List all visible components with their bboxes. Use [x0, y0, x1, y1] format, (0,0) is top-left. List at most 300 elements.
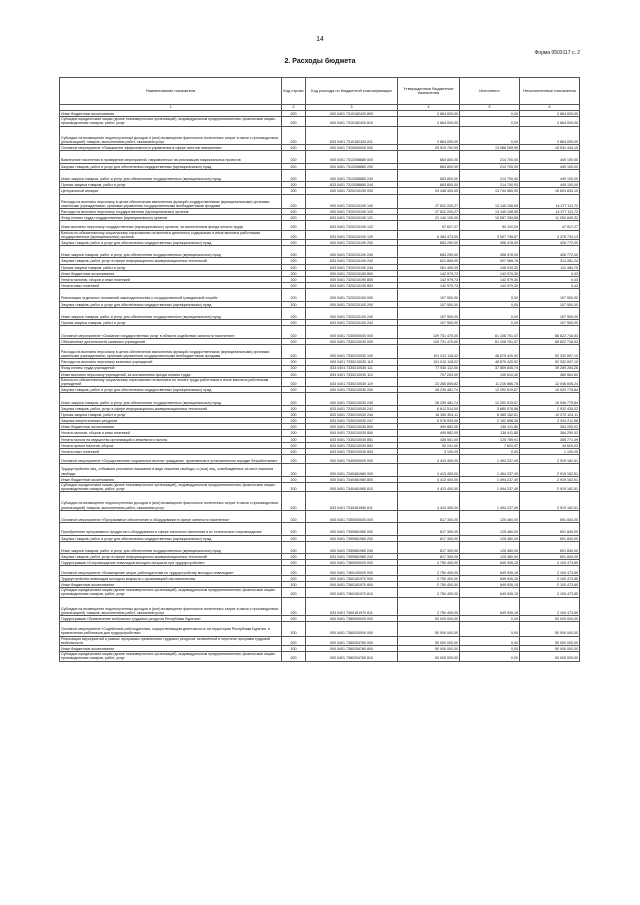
row-name: Расходы на выплаты персоналу в целях обеспечения выполнения функций государственными (муниципальными) органами, казенными учреждениями, органами управления государственными внебюджетными фондами	[60, 344, 282, 358]
row-executed: 1 494 237,49	[460, 455, 520, 464]
row-unexecuted: 107 500,00	[520, 320, 580, 326]
row-classification-code: 833 0401 7320210190 853	[306, 283, 398, 289]
row-classification-code: 000 0401 7310182420 800	[306, 111, 398, 117]
row-name: Основное мероприятие «Повышение эффективности управления в сфере агентов назначения»	[60, 145, 282, 151]
row-executed: 125 460,00	[460, 510, 520, 522]
table-row	[60, 622, 580, 636]
row-classification-code: 000 0401 7320210190 200	[306, 239, 398, 245]
row-line-code: 200	[282, 326, 306, 338]
row-name: Взносы по обязательному социальному страхованию на выплаты по оплате труда работников и иные выплаты работникам учреждений	[60, 377, 282, 386]
row-executed: 7 620,97	[460, 442, 520, 448]
row-name: Субсидии юридическим лицам (кроме некоммерческих организаций), индивидуальным предпринимателям, физическим лицам - производителям товаров, работ, услуг	[60, 482, 282, 491]
row-classification-code: 000 0401 7340481980 000	[306, 464, 398, 476]
row-approved: 23 285 805,82	[398, 377, 460, 386]
row-executed: 3 680 078,88	[460, 405, 520, 411]
row-classification-code: 000 0401 7380254760 000	[306, 636, 398, 645]
row-classification-code: 000 0401 7320210190 850	[306, 276, 398, 282]
row-unexecuted: 2 664 000,00	[520, 126, 580, 145]
table-row	[60, 492, 580, 511]
row-classification-code: 833 0401 7320210190 242	[306, 258, 398, 264]
row-executed: 142 979,30	[460, 283, 520, 289]
row-classification-code: 833 0401 7320210190 122	[306, 221, 398, 230]
row-unexecuted: 449 100,00	[520, 182, 580, 188]
row-line-code: 200	[282, 246, 306, 258]
row-name: Закупка товаров, работ и услуг для обеспечения государственных (муниципальных) нужд	[60, 163, 282, 169]
row-line-code: 200	[282, 338, 306, 344]
row-classification-code: 000 0401 7360181970 000	[306, 575, 398, 581]
row-unexecuted: 691 840,00	[520, 535, 580, 541]
row-line-code: 200	[282, 188, 306, 194]
row-classification-code: 000 0401 7320000000 000	[306, 145, 398, 151]
row-approved: 107 500,00	[398, 301, 460, 307]
row-approved: 107 500,00	[398, 289, 460, 301]
row-name: Реализация мероприятий в рамках программы привлечения трудовых ресурсов, включённой в перечень программ трудовой мобильности	[60, 636, 282, 645]
row-line-code: 200	[282, 221, 306, 230]
row-classification-code: 000 0401 7330210030 000	[306, 338, 398, 344]
row-classification-code: 000 0401 7320220100 000	[306, 289, 398, 301]
row-classification-code: 000 0401 7380254760 810	[306, 652, 398, 661]
row-name: Иные бюджетные ассигнования	[60, 270, 282, 276]
row-line-code: 200	[282, 239, 306, 245]
row-approved: 663 800,00	[398, 182, 460, 188]
row-name: Субсидии на возмещение недополученных доходов и (или) возмещение фактически понесенных затрат в связи с производством (реализацией) товаров, выполнением работ, оказанием услуг	[60, 597, 282, 616]
row-line-code: 200	[282, 510, 306, 522]
row-unexecuted: 0,43	[520, 283, 580, 289]
row-classification-code: 833 0401 7330210030 852	[306, 442, 398, 448]
column-index: 5	[460, 105, 520, 111]
row-name: Иные выплаты персоналу учреждений, за исключением фонда оплаты труда	[60, 371, 282, 377]
row-unexecuted: 2 664 000,00	[520, 111, 580, 117]
row-unexecuted: 426 772,00	[520, 246, 580, 258]
row-classification-code: 833 0401 7320220100 244	[306, 320, 398, 326]
table-row	[60, 126, 580, 145]
row-name: Подпрограмма «Сопровождение инвалидов молодого возраста при трудоустройстве»	[60, 560, 282, 566]
page-number: 14	[316, 36, 324, 43]
row-executed: 0,00	[460, 622, 520, 636]
table-row	[60, 221, 580, 230]
row-approved: 3 100,00	[398, 448, 460, 454]
row-line-code: 200	[282, 365, 306, 371]
row-executed: 214 700,00	[460, 163, 520, 169]
row-classification-code: 833 0401 7330210030 247	[306, 418, 398, 424]
row-line-code: 200	[282, 387, 306, 393]
table-row	[60, 523, 580, 535]
row-executed: 0,00	[460, 616, 520, 622]
row-classification-code: 000 0401 7320210190 240	[306, 246, 398, 258]
row-line-code: 200	[282, 215, 306, 221]
row-name: Прочая закупка товаров, работ и услуг	[60, 320, 282, 326]
row-approved: 2 664 000,00	[398, 117, 460, 126]
table-row	[60, 510, 580, 522]
row-classification-code: 833 0401 7312058880 244	[306, 182, 398, 188]
header-line-code: Код строки	[282, 78, 306, 105]
row-unexecuted: 107 500,00	[520, 301, 580, 307]
row-unexecuted: 691 840,00	[520, 541, 580, 553]
row-name: Субсидии юридическим лицам (кроме некоммерческих организаций), индивидуальным предпринимателям, физическим лицам - производителям товаров, работ, услуг	[60, 588, 282, 597]
row-name: Субсидии юридическим лицам (кроме некоммерческих организаций), индивидуальным предпринимателям, физическим лицам - производителям товаров, работ, услуг	[60, 117, 282, 126]
row-line-code: 200	[282, 182, 306, 188]
row-line-code: 200	[282, 258, 306, 264]
row-approved: 436 561,00	[398, 436, 460, 442]
row-executed: 10 087 259,68	[460, 215, 520, 221]
row-unexecuted: 107 500,00	[520, 307, 580, 319]
row-unexecuted: 426 772,00	[520, 239, 580, 245]
row-unexecuted: 11 052 840,32	[520, 215, 580, 221]
row-line-code: 200	[282, 424, 306, 430]
row-name: Субсидии на возмещение недополученных доходов и (или) возмещение фактически понесенных затрат в связи с производством (реализацией) товаров, выполнением работ, оказанием услуг	[60, 126, 282, 145]
row-name: Закупка товаров, работ и услуг для обеспечения государственных (муниципальных) нужд	[60, 387, 282, 393]
table-row	[60, 482, 580, 491]
row-line-code: 200	[282, 448, 306, 454]
row-executed: 1 494 237,49	[460, 476, 520, 482]
row-line-code: 200	[282, 411, 306, 417]
row-classification-code: 000 0401 7330000000 000	[306, 326, 398, 338]
row-unexecuted: 691 840,00	[520, 523, 580, 535]
row-approved: 50 000 000,00	[398, 622, 460, 636]
row-classification-code: 000 0401 7380200000 000	[306, 622, 398, 636]
row-unexecuted: 2 100 473,85	[520, 581, 580, 587]
column-index: 3	[306, 105, 398, 111]
row-name: Иные закупки товаров, работ и услуг для обеспечения государственных (муниципальных) нужд	[60, 307, 282, 319]
row-executed: 0,00	[460, 320, 520, 326]
row-unexecuted: 449 100,00	[520, 151, 580, 163]
row-line-code: 200	[282, 393, 306, 405]
row-name: Закупка товаров, работ и услуг для обеспечения государственных (муниципальных) нужд	[60, 301, 282, 307]
row-executed: 13 145 108,55	[460, 208, 520, 214]
row-unexecuted: 1 100,00	[520, 448, 580, 454]
row-unexecuted: 50 000 000,00	[520, 646, 580, 652]
row-name: Подпрограмма «Привлечение мобильных трудовых ресурсов Республики Бурятия»	[60, 616, 282, 622]
row-line-code: 200	[282, 377, 306, 386]
row-classification-code: 000 0401 7312058880 200	[306, 163, 398, 169]
row-executed: 48 679 420,92	[460, 344, 520, 358]
row-executed: 214 700,00	[460, 169, 520, 181]
row-classification-code: 000 0401 7360181970 810	[306, 588, 398, 597]
row-line-code: 200	[282, 163, 306, 169]
row-executed: 1 494 237,49	[460, 464, 520, 476]
table-row	[60, 326, 580, 338]
table-row	[60, 588, 580, 597]
row-executed: 649 926,15	[460, 597, 520, 616]
table-row	[60, 289, 580, 301]
row-classification-code: 000 0401 7330210030 800	[306, 424, 398, 430]
row-unexecuted: 2 100 473,85	[520, 575, 580, 581]
row-name: Иные закупки товаров, работ и услуг для обеспечения государственных (муниципальных) нужд	[60, 541, 282, 553]
row-line-code: 200	[282, 307, 306, 319]
row-classification-code: 000 0401 7350581980 240	[306, 541, 398, 553]
row-name: Закупка товаров, работ, услуг в сфере информационно-коммуникационных технологий	[60, 405, 282, 411]
row-name: Закупка товаров, работ, услуг в сфере информационно-коммуникационных технологий	[60, 258, 282, 264]
row-unexecuted: 10 070 124,11	[520, 411, 580, 417]
row-line-code: 200	[282, 320, 306, 326]
expenses-table	[59, 77, 580, 662]
row-unexecuted: 15 603 834,10	[520, 188, 580, 194]
row-executed: 649 926,15	[460, 588, 520, 597]
row-approved: 261 400,00	[398, 264, 460, 270]
row-executed: 136 411,85	[460, 424, 520, 430]
row-unexecuted: 2 919 162,51	[520, 464, 580, 476]
row-unexecuted: 2 100 473,85	[520, 597, 580, 616]
row-unexecuted: 68 622 718,53	[520, 338, 580, 344]
row-line-code: 200	[282, 359, 306, 365]
column-index: 4	[398, 105, 460, 111]
row-approved: 2 750 400,00	[398, 581, 460, 587]
row-approved: 4 413 400,00	[398, 455, 460, 464]
row-executed: 50 110,00	[460, 221, 520, 230]
row-approved: 683 250,00	[398, 239, 460, 245]
row-executed: 6 480 182,61	[460, 411, 520, 417]
row-name: Основное мероприятие «Программное обеспечение и оборудование в сфере занятости населения»	[60, 510, 282, 522]
row-name: Основное мероприятие «Осуществление социальных выплат гражданам, признанным в установленном порядке безработными»	[60, 455, 282, 464]
row-line-code: 200	[282, 652, 306, 661]
row-approved: 663 800,00	[398, 169, 460, 181]
row-name: Уплата налогов, сборов и иных платежей	[60, 430, 282, 436]
row-executed: 13 744 565,90	[460, 188, 520, 194]
row-name: Иные выплаты персоналу государственных (муниципальных) органов, за исключением фонда оплаты труда	[60, 221, 282, 230]
table-row	[60, 455, 580, 464]
row-classification-code: 833 0401 7360181970 811	[306, 597, 398, 616]
row-executed: 48 679 420,92	[460, 359, 520, 365]
row-classification-code: 000 0401 7360181970 800	[306, 581, 398, 587]
row-unexecuted: 50 000 000,00	[520, 636, 580, 645]
row-line-code: 200	[282, 492, 306, 511]
row-unexecuted: 2 919 162,51	[520, 476, 580, 482]
row-classification-code: 000 0401 7330210030 100	[306, 344, 398, 358]
row-classification-code: 000 0401 7360100000 000	[306, 566, 398, 575]
row-executed: 12 292 915,67	[460, 387, 520, 393]
table-row	[60, 464, 580, 476]
row-line-code: 200	[282, 535, 306, 541]
row-classification-code: 000 0401 7380000000 000	[306, 616, 398, 622]
row-unexecuted: 364 250,02	[520, 430, 580, 436]
row-executed: 0,00	[460, 126, 520, 145]
table-row	[60, 541, 580, 553]
row-name: Иные бюджетные ассигнования	[60, 476, 282, 482]
row-unexecuted: 2 919 162,51	[520, 455, 580, 464]
header-classification-code: Код расхода по бюджетной классификации	[306, 78, 398, 105]
row-line-code: 200	[282, 588, 306, 597]
row-classification-code: 000 0401 7340000000 000	[306, 455, 398, 464]
row-name: Иные бюджетные ассигнования	[60, 581, 282, 587]
table-row	[60, 377, 580, 386]
row-line-code: 200	[282, 616, 306, 622]
row-unexecuted: 52 332 697,10	[520, 344, 580, 358]
row-unexecuted: 14 477 111,72	[520, 208, 580, 214]
row-approved: 142 979,73	[398, 270, 460, 276]
table-header-row	[60, 78, 580, 105]
row-classification-code: 833 0401 7330210030 119	[306, 377, 398, 386]
row-line-code: 200	[282, 169, 306, 181]
row-name: Приобретение программных продуктов и оборудования в сфере занятости населения и их техническое сопровождение	[60, 523, 282, 535]
row-name: Иные закупки товаров, работ и услуг для обеспечения государственных (муниципальных) нужд	[60, 246, 282, 258]
header-approved: Утвержденные бюджетные назначения	[398, 78, 460, 105]
row-executed: 649 926,15	[460, 575, 520, 581]
row-classification-code: 000 0401 7320220100 200	[306, 301, 398, 307]
row-classification-code: 000 0401 7340481980 810	[306, 482, 398, 491]
row-name: Уплата иных платежей	[60, 283, 282, 289]
row-line-code: 200	[282, 344, 306, 358]
row-executed: 61 108 751,47	[460, 338, 520, 344]
column-index: 2	[282, 105, 306, 111]
row-line-code: 200	[282, 636, 306, 645]
row-unexecuted: 52 332 697,10	[520, 359, 580, 365]
row-classification-code: 000 0401 7330210030 200	[306, 387, 398, 393]
row-name: Трудоустройство лиц, отбывших уголовное наказание в виде лишения свободы, и (или) лиц, освобождённых из мест лишения свободы	[60, 464, 282, 476]
row-classification-code: 833 0401 7350581980 242	[306, 554, 398, 560]
row-classification-code: 833 0401 7320210190 244	[306, 264, 398, 270]
row-classification-code: 000 0401 7350000000 000	[306, 510, 398, 522]
row-executed: 456 478,00	[460, 246, 520, 258]
row-approved: 29 919 700,50	[398, 145, 460, 151]
row-approved: 683 250,00	[398, 246, 460, 258]
row-classification-code: 000 0401 7320210190 120	[306, 208, 398, 214]
row-unexecuted: 2 664 000,00	[520, 117, 580, 126]
row-name: Субсидии на возмещение недополученных доходов и (или) возмещение фактически понесенных затрат в связи с производством (реализацией) товаров, выполнением работ, оказанием услуг	[60, 492, 282, 511]
row-approved: 27 622 200,27	[398, 208, 460, 214]
row-classification-code: 000 0401 7330210030 240	[306, 393, 398, 405]
row-executed: 148 915,30	[460, 264, 520, 270]
row-name: Основное мероприятие «Содействие работодателям, осуществляющим деятельность на территории Республики Бурятия, в привлечении работников для трудоустройства»	[60, 622, 282, 636]
row-classification-code: 000 0401 7340481980 800	[306, 476, 398, 482]
row-executed: 307 568,76	[460, 258, 520, 264]
row-line-code: 200	[282, 541, 306, 553]
row-unexecuted: 44 620,03	[520, 442, 580, 448]
row-unexecuted: 15 946 779,84	[520, 393, 580, 405]
row-executed: 61 108 751,47	[460, 326, 520, 338]
row-line-code: 200	[282, 289, 306, 301]
row-name: Вовлечение населения в проведение мероприятий, направленных на реализацию национальных проектов	[60, 151, 282, 163]
row-name: Основное мероприятие «Оказание государственных услуг в области содействия занятости населения»	[60, 326, 282, 338]
row-name: Реализация отдельных положений законодательства о государственной гражданской службе	[60, 289, 282, 301]
row-executed: 125 460,00	[460, 541, 520, 553]
row-executed: 1 494 237,49	[460, 482, 520, 491]
row-approved: 2 750 400,00	[398, 566, 460, 575]
row-executed: 142 979,30	[460, 270, 520, 276]
table-row	[60, 597, 580, 616]
row-classification-code: 833 0401 7320210190 121	[306, 215, 398, 221]
row-line-code: 200	[282, 482, 306, 491]
row-unexecuted: 380 564,60	[520, 371, 580, 377]
row-classification-code: 833 0401 7330210030 244	[306, 411, 398, 417]
row-approved: 2 750 400,00	[398, 597, 460, 616]
row-unexecuted: 2 924 211,56	[520, 418, 580, 424]
header-name: Наименование показателя	[60, 78, 282, 105]
row-unexecuted: 314 281,24	[520, 258, 580, 264]
row-approved: 817 300,00	[398, 523, 460, 535]
row-unexecuted: 68 622 718,53	[520, 326, 580, 338]
row-unexecuted: 2 919 162,51	[520, 482, 580, 491]
row-unexecuted: 14 477 111,72	[520, 194, 580, 208]
row-name: Закупка товаров, работ и услуг для обеспечения государственных (муниципальных) нужд	[60, 535, 282, 541]
table-row	[60, 652, 580, 661]
row-executed: 0,00	[460, 448, 520, 454]
row-approved: 16 350 304,11	[398, 411, 460, 417]
row-name: Расходы на выплаты персоналу государственных (муниципальных) органов	[60, 208, 282, 214]
row-unexecuted: 39 289 264,26	[520, 365, 580, 371]
row-approved: 29 448 400,00	[398, 188, 460, 194]
row-approved: 817 300,00	[398, 554, 460, 560]
row-executed: 0,00	[460, 652, 520, 661]
row-executed: 0,00	[460, 307, 520, 319]
row-name: Основное мероприятие «Возмещение затрат работодателям по трудоустройству молодых инвалидов»	[60, 566, 282, 575]
row-line-code: 200	[282, 283, 306, 289]
row-approved: 817 300,00	[398, 535, 460, 541]
row-classification-code: 833 0401 7310182420 811	[306, 126, 398, 145]
row-classification-code: 833 0401 7320210190 129	[306, 230, 398, 239]
row-executed: 214 700,00	[460, 151, 520, 163]
row-unexecuted: 2 100 473,85	[520, 566, 580, 575]
row-approved: 142 979,73	[398, 283, 460, 289]
row-approved: 107 500,00	[398, 320, 460, 326]
row-classification-code: 000 0401 7350581980 000	[306, 523, 398, 535]
row-line-code: 200	[282, 442, 306, 448]
row-line-code: 200	[282, 270, 306, 276]
row-approved: 97 627,27	[398, 221, 460, 230]
row-approved: 101 012 118,02	[398, 344, 460, 358]
row-name: Трудоустройство инвалидов молодого возраста с организацией наставничества	[60, 575, 282, 581]
row-executed: 649 926,15	[460, 581, 520, 587]
row-line-code: 200	[282, 208, 306, 214]
row-line-code: 200	[282, 581, 306, 587]
table-row	[60, 117, 580, 126]
row-executed: 136 411,85	[460, 430, 520, 436]
row-unexecuted: 3 376 734,13	[520, 230, 580, 239]
row-name: Иные бюджетные ассигнования	[60, 111, 282, 117]
row-line-code: 200	[282, 145, 306, 151]
row-executed: 0,00	[460, 289, 520, 301]
row-approved: 4 413 400,00	[398, 476, 460, 482]
row-approved: 27 622 200,27	[398, 194, 460, 208]
row-unexecuted: 0,43	[520, 270, 580, 276]
row-approved: 707 203,00	[398, 371, 460, 377]
row-classification-code: 000 0401 7330210030 850	[306, 430, 398, 436]
row-approved: 142 979,73	[398, 276, 460, 282]
row-unexecuted: 691 840,00	[520, 510, 580, 522]
column-index: 6	[520, 105, 580, 111]
row-classification-code: 833 0401 7330210030 112	[306, 371, 398, 377]
row-classification-code: 000 0401 7310182420 810	[306, 117, 398, 126]
row-name: Закупка энергетических ресурсов	[60, 418, 282, 424]
row-executed: 0,00	[460, 646, 520, 652]
row-classification-code: 000 0401 7312058880 240	[306, 169, 398, 181]
header-executed: Исполнено	[460, 78, 520, 105]
row-unexecuted: 2 932 435,32	[520, 405, 580, 411]
row-name: Уплата прочих налогов, сборов	[60, 442, 282, 448]
row-unexecuted: 449 100,00	[520, 169, 580, 181]
row-executed: 12 292 915,67	[460, 393, 520, 405]
row-classification-code: 000 0401 7320210190 100	[306, 194, 398, 208]
row-approved: 50 000 000,00	[398, 616, 460, 622]
row-executed: 142 979,30	[460, 276, 520, 282]
row-name: Уплата налогов, сборов и иных платежей	[60, 276, 282, 282]
row-line-code: 200	[282, 151, 306, 163]
row-line-code: 200	[282, 566, 306, 575]
row-executed: 125 789,91	[460, 436, 520, 442]
table-row	[60, 151, 580, 163]
row-line-code: 200	[282, 575, 306, 581]
row-line-code: 200	[282, 371, 306, 377]
row-unexecuted: 691 840,00	[520, 554, 580, 560]
row-approved: 50 000 000,00	[398, 652, 460, 661]
row-approved: 21 140 100,00	[398, 215, 460, 221]
row-line-code: 200	[282, 117, 306, 126]
row-line-code: 200	[282, 455, 306, 464]
row-approved: 2 664 000,00	[398, 111, 460, 117]
row-name: Уплата налога на имущество организаций и земельного налога	[60, 436, 282, 442]
row-classification-code: 000 0401 7380254760 800	[306, 646, 398, 652]
row-name: Закупка товаров, работ, услуг в сфере информационно-коммуникационных технологий	[60, 554, 282, 560]
table-row	[60, 307, 580, 319]
